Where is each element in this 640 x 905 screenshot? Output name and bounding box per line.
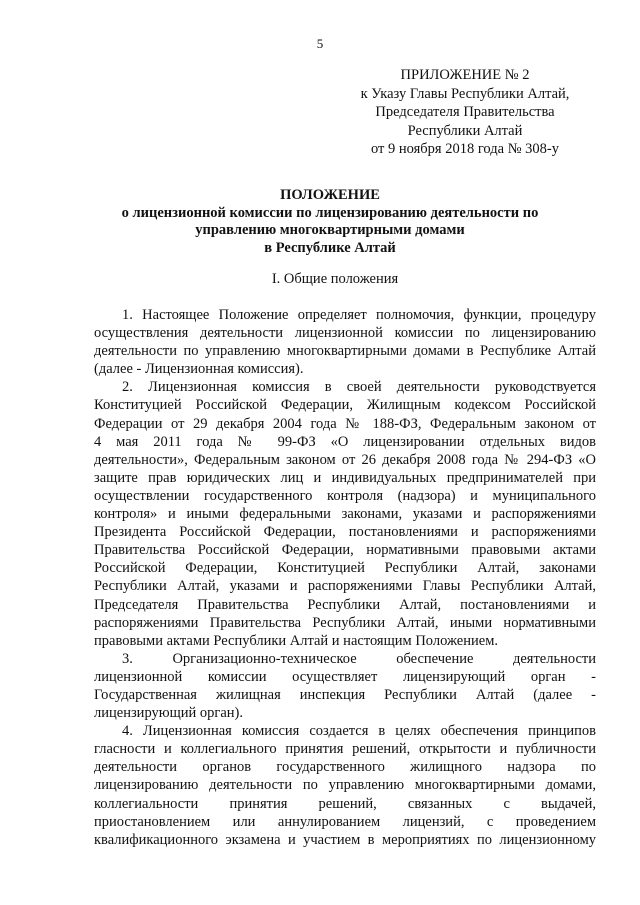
text-line: Председателя Правительства Республики Алтай, постановлениями и [94, 596, 596, 613]
text-line: 2. Лицензионная комиссия в своей деятельности руководствуется [122, 379, 596, 396]
appendix-header [340, 66, 590, 159]
text-line: Президента Российской Федерации, постановлениями и распоряжениями [94, 524, 596, 541]
text-line: Российской Федерации, Конституцией Республики Алтай, законами [94, 560, 596, 577]
text-line: лицензионной комиссии осуществляет лицензирующий орган - [94, 668, 596, 685]
text-line: защите прав юридических лиц и индивидуальных предпринимателей при [94, 469, 596, 486]
text-line: деятельности по управлению многоквартирными домами в Республике Алтай [94, 343, 596, 360]
text-line: 4 мая 2011 года № 99-ФЗ «О лицензировании отдельных видов [94, 433, 596, 450]
title-line: управлению многоквартирными домами [195, 222, 465, 238]
text-line: 3. Организационно-техническое обеспечение деятельности [122, 650, 596, 667]
text-line: Конституцией Российской Федерации, Жилищным кодексом Российской [94, 397, 596, 414]
section-heading: I. Общие положения [271, 271, 399, 287]
title-line: в Республике Алтай [264, 239, 396, 256]
text-line: Правительства Российской Федерации, нормативными правовыми актами [94, 542, 596, 559]
text-line: распоряжениями Правительства Республики Алтай, иными нормативными [94, 614, 596, 631]
text-line: Государственная жилищная инспекция Республики Алтай (далее - [94, 686, 596, 703]
text-line: (далее - Лицензионная комиссия). [94, 361, 304, 378]
appendix-line: ПРИЛОЖЕНИЕ № 2 [400, 67, 530, 83]
text-line: деятельности органов государственного жилищного надзора по [94, 759, 596, 776]
text-line: 4. Лицензионная комиссия создается в целях обеспечения принципов [122, 723, 596, 740]
text-line: квалификационного экзамена и участием в мероприятиях по лицензионному [94, 831, 596, 848]
text-line: осуществлении государственного контроля (надзора) и муниципального [94, 487, 596, 504]
text-line: Федерации от 29 декабря 2004 года № 188-ФЗ, Федеральным законом от [94, 415, 596, 432]
text-line: правовыми актами Республики Алтай и настоящим Положением. [94, 632, 499, 649]
document-body [94, 306, 596, 849]
title-line: о лицензионной комиссии по лицензированию деятельности по [121, 204, 539, 221]
text-line: коллегиальности принятия решений, связанных с выдачей, [94, 795, 596, 812]
title-line: ПОЛОЖЕНИЕ [280, 187, 380, 203]
appendix-line: Республики Алтай [407, 122, 523, 139]
appendix-line: к Указу Главы Республики Алтай, [360, 85, 570, 102]
text-line: 1. Настоящее Положение определяет полномочия, функции, процедуру [122, 307, 596, 323]
text-line: осуществления деятельности лицензионной комиссии по лицензированию [94, 325, 596, 342]
text-line: Республики Алтай, указами и распоряжениями Главы Республики Алтай, [94, 578, 596, 595]
appendix-line: от 9 ноября 2018 года № 308-у [371, 141, 559, 157]
text-line: приостановлением или аннулированием лицензий, с проведением [94, 813, 596, 830]
page-number: 5 [316, 36, 324, 51]
text-line: деятельности», Федеральным законом от 26 декабря 2008 года № 294-ФЗ «О [94, 451, 596, 468]
text-line: лицензирующий орган). [94, 705, 243, 722]
text-line: контроля» и иными федеральными законами, указами и распоряжениями [94, 506, 596, 523]
text-line: лицензированию деятельности по управлению многоквартирными домами, [94, 777, 596, 794]
text-line: гласности и коллегиального принятия решений, открытости и публичности [94, 741, 596, 758]
appendix-line: Председателя Правительства [375, 104, 555, 120]
document-title [80, 187, 580, 257]
